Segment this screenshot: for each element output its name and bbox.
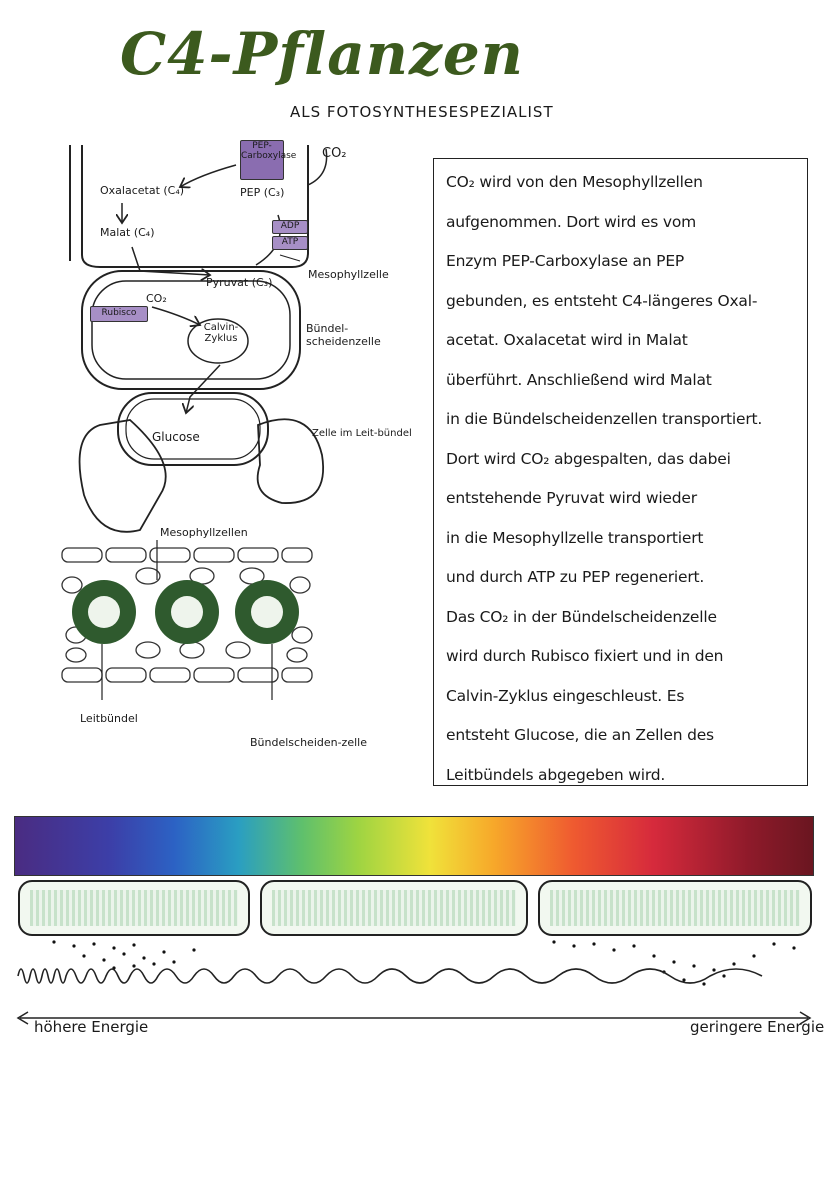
- light-spectrum-bar: [14, 816, 814, 876]
- calvin-cycle-label: Calvin-Zyklus: [203, 322, 239, 344]
- pep-label: PEP (C₃): [240, 186, 285, 199]
- pyruvat-label: Pyruvat (C₃): [206, 276, 273, 289]
- adp-box: ADP: [272, 220, 308, 234]
- explanation-line: gebunden, es entsteht C4-längeres Oxal-: [446, 291, 758, 310]
- buendelscheidenzelle-cs-label: Bündelscheiden-zelle: [250, 736, 367, 749]
- explanation-line: und durch ATP zu PEP regeneriert.: [446, 568, 705, 586]
- explanation-line: wird durch Rubisco fixiert und in den: [446, 647, 724, 665]
- explanation-line: CO₂ wird von den Mesophyllzellen: [446, 173, 703, 191]
- explanation-line: entstehende Pyruvat wird wieder: [446, 489, 697, 507]
- rubisco-box: Rubisco: [90, 306, 148, 322]
- absorption-cell-blue: [18, 880, 250, 936]
- energy-wave: [18, 969, 762, 983]
- higher-energy-label: höhere Energie: [34, 1018, 149, 1036]
- lower-energy-label: geringere Energie: [690, 1018, 825, 1036]
- explanation-line: in die Mesophyllzelle transportiert: [446, 528, 704, 547]
- atp-box: ATP: [272, 236, 308, 250]
- page-title: C4-Pflanzen: [120, 20, 524, 88]
- vascular-bundles: [72, 580, 299, 644]
- co2-label-mid: CO₂: [146, 292, 167, 305]
- leitbuendel-zelle-label: Zelle im Leit-bündel: [312, 428, 412, 439]
- explanation-box: [433, 158, 808, 786]
- explanation-line: in die Bündelscheidenzellen transportiert.: [446, 410, 763, 428]
- leaf-cross-section: [52, 540, 322, 700]
- malat-label: Malat (C₄): [100, 226, 155, 239]
- glucose-label: Glucose: [152, 430, 200, 444]
- absorption-dots: [52, 940, 795, 985]
- page-subtitle: ALS FOTOSYNTHESESPEZIALIST: [290, 103, 554, 121]
- explanation-line: Enzym PEP-Carboxylase an PEP: [446, 252, 685, 270]
- explanation-line: überführt. Anschließend wird Malat: [446, 370, 712, 389]
- absorption-cell-red: [538, 880, 812, 936]
- pep-carboxylase-box: PEP-Carboxylase: [240, 140, 284, 180]
- oxalacetat-label: Oxalacetat (C₄): [100, 184, 185, 197]
- mesophyllzelle-label: Mesophyllzelle: [308, 268, 389, 281]
- absorption-cell-green: [260, 880, 528, 936]
- mesophyllzellen-label: Mesophyllzellen: [160, 526, 248, 539]
- explanation-line: aufgenommen. Dort wird es vom: [446, 212, 697, 231]
- explanation-line: Dort wird CO₂ abgespalten, das dabei: [446, 449, 731, 468]
- explanation-line: Leitbündels abgegeben wird.: [446, 765, 666, 784]
- explanation-line: Calvin-Zyklus eingeschleust. Es: [446, 686, 685, 705]
- explanation-line: Das CO₂ in der Bündelscheidenzelle: [446, 607, 717, 626]
- co2-label-top: CO₂: [322, 146, 347, 161]
- buendelscheidenzelle-label: Bündel-scheidenzelle: [306, 322, 381, 348]
- explanation-line: entsteht Glucose, die an Zellen des: [446, 726, 714, 744]
- explanation-line: acetat. Oxalacetat wird in Malat: [446, 331, 688, 349]
- leitbuendel-label: Leitbündel: [80, 712, 138, 725]
- wavelength-diagram: [14, 936, 814, 1026]
